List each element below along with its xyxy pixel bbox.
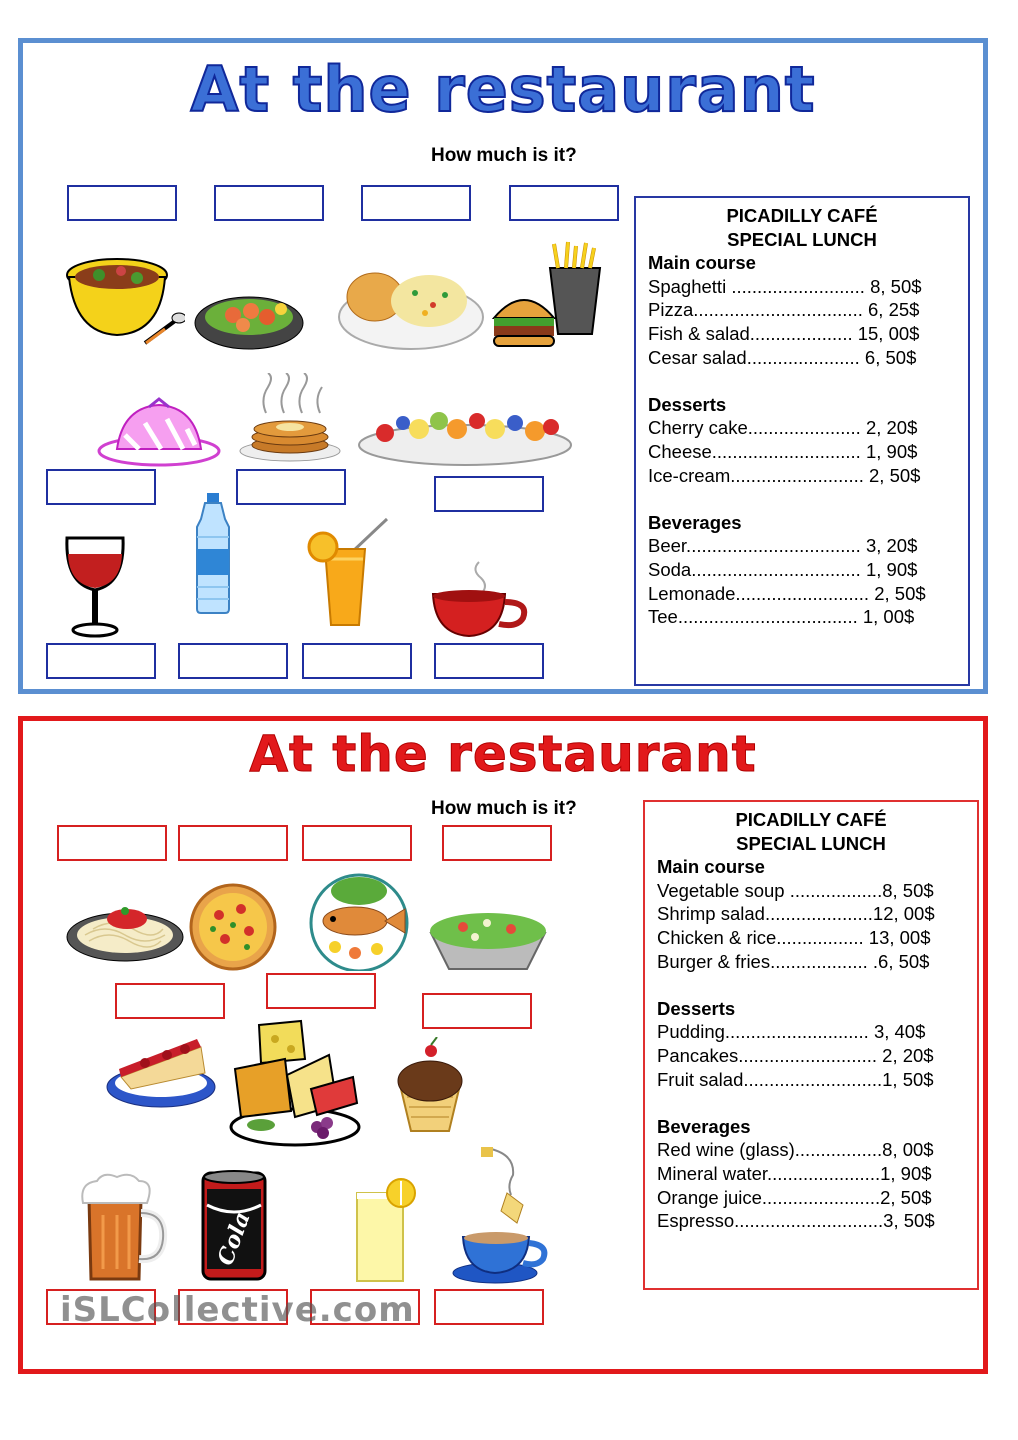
menu-special: SPECIAL LUNCH (727, 228, 877, 250)
cesar-salad-icon (423, 897, 553, 977)
menu-special: SPECIAL LUNCH (736, 832, 886, 854)
price-answer-box[interactable] (434, 1289, 544, 1325)
price-answer-box[interactable] (67, 185, 177, 221)
menu-section-beverages: Beverages (648, 511, 742, 533)
worksheet-blue (18, 38, 988, 694)
menu-item: Fish & salad.................... 15, 00$ (648, 322, 920, 344)
worksheet-title: At the restaurant (190, 53, 816, 126)
menu-section-main: Main course (648, 252, 756, 274)
price-answer-box[interactable] (302, 643, 412, 679)
pizza-icon (189, 883, 279, 971)
menu-item: Red wine (glass).................8, 00$ (657, 1139, 934, 1161)
menu-card (643, 800, 979, 1290)
price-answer-box[interactable] (302, 825, 412, 861)
price-answer-box[interactable] (266, 973, 376, 1009)
spaghetti-icon (65, 897, 187, 967)
red-wine-icon (61, 528, 131, 643)
price-answer-box[interactable] (178, 825, 288, 861)
worksheet-subtitle: How much is it? (431, 798, 577, 819)
menu-item: Burger & fries................... .6, 50$ (657, 950, 930, 972)
price-answer-box[interactable] (442, 825, 552, 861)
menu-item: Cesar salad...................... 6, 50$ (648, 346, 917, 368)
menu-item: Tee................................... 1, 00$ (648, 606, 915, 628)
menu-section-main: Main course (657, 856, 765, 878)
cafe-name: PICADILLY CAFÉ (735, 809, 887, 830)
menu-item: Pudding............................ 3, 40$ (657, 1021, 926, 1043)
menu-item: Orange juice.......................2, 50$ (657, 1186, 932, 1208)
price-answer-box[interactable] (178, 643, 288, 679)
chicken-rice-icon (335, 243, 485, 353)
price-answer-box[interactable] (46, 643, 156, 679)
price-answer-box[interactable] (509, 185, 619, 221)
menu-item: Mineral water......................1, 90$ (657, 1162, 932, 1184)
cola-icon (199, 1169, 269, 1284)
price-answer-box[interactable] (422, 993, 532, 1029)
menu-item: Beer.................................. 3, 20$ (648, 535, 918, 557)
menu-item: Lemonade.......................... 2, 50$ (648, 582, 926, 604)
cafe-name: PICADILLY CAFÉ (726, 205, 878, 226)
vegetable-soup-icon (65, 241, 185, 351)
espresso-icon (425, 548, 535, 643)
price-answer-box[interactable] (434, 643, 544, 679)
menu-item: Cherry cake...................... 2, 20$ (648, 417, 918, 439)
menu-item: Shrimp salad.....................12, 00$ (657, 903, 935, 925)
burger-fries-icon (488, 238, 618, 358)
price-answer-box[interactable] (46, 469, 156, 505)
menu-section-desserts: Desserts (657, 997, 736, 1019)
menu-item: Fruit salad...........................1, 50$ (657, 1068, 934, 1090)
menu-item: Ice-cream.......................... 2, 50$ (648, 464, 921, 486)
pudding-icon (95, 395, 223, 467)
menu-item: Vegetable soup ..................8, 50$ (657, 879, 934, 901)
menu-section-desserts: Desserts (648, 393, 727, 415)
menu-item: Cheese............................. 1, 90$ (648, 440, 918, 462)
cherry-cake-icon (105, 1033, 217, 1113)
price-answer-box[interactable] (57, 825, 167, 861)
menu-item: Espresso.............................3, 50$ (657, 1210, 935, 1232)
price-answer-box[interactable] (214, 185, 324, 221)
menu-section-beverages: Beverages (657, 1115, 751, 1137)
price-answer-box[interactable] (434, 476, 544, 512)
menu-card (634, 196, 970, 686)
menu-item: Pizza................................. 6, 25$ (648, 299, 920, 321)
price-answer-box[interactable] (361, 185, 471, 221)
menu-item: Chicken & rice................. 13, 00$ (657, 926, 931, 948)
shrimp-salad-icon (193, 275, 305, 355)
menu-item: Soda................................. 1, 90$ (648, 558, 918, 580)
orange-juice-icon (305, 513, 395, 633)
worksheet-title: At the restaurant (249, 725, 757, 783)
menu-item: Pancakes........................... 2, 20$ (657, 1044, 934, 1066)
fruit-salad-icon (355, 399, 575, 469)
tea-icon (451, 1145, 559, 1285)
fish-salad-icon (305, 871, 413, 971)
cheese-icon (225, 1019, 363, 1147)
price-answer-box[interactable] (115, 983, 225, 1019)
worksheet-red (18, 716, 988, 1374)
worksheet-subtitle: How much is it? (431, 145, 577, 166)
beer-icon (73, 1169, 169, 1284)
mineral-water-icon (191, 491, 235, 616)
menu-item: Spaghetti .......................... 8, 50$ (648, 275, 922, 297)
price-answer-box[interactable] (236, 469, 346, 505)
watermark: iSLCollective.com (60, 1290, 415, 1330)
can-label: Cola (212, 1208, 256, 1269)
ice-cream-icon (391, 1037, 469, 1135)
pancakes-icon (238, 373, 343, 465)
lemonade-icon (349, 1173, 421, 1285)
